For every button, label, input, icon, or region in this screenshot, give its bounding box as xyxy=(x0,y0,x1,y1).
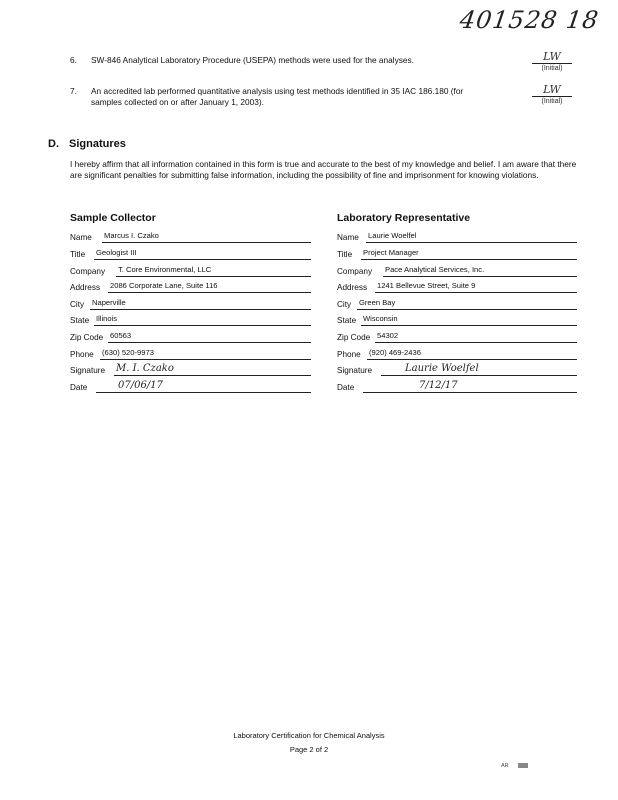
field-label: Company xyxy=(337,267,373,276)
barcode-mark-icon xyxy=(518,763,528,768)
collector-phone-value[interactable]: (630) 520-9973 xyxy=(100,347,311,360)
collector-title-value[interactable]: Geologist III xyxy=(94,247,311,260)
collector-city-field xyxy=(70,296,311,310)
sample-collector-heading: Sample Collector xyxy=(70,212,156,224)
lab-company-field xyxy=(337,263,577,277)
field-label: City xyxy=(337,300,352,309)
collector-address-field xyxy=(70,279,311,293)
lab-city-value[interactable]: Green Bay xyxy=(357,297,577,310)
footer-page-number: Page 2 of 2 xyxy=(289,745,329,754)
lab-state-field xyxy=(337,312,577,326)
lab-zip-field xyxy=(337,329,577,343)
collector-company-field xyxy=(70,263,311,277)
field-label: Date xyxy=(70,383,88,392)
item-number: 7. xyxy=(70,86,77,96)
collector-name-field xyxy=(70,229,311,243)
field-label: Company xyxy=(70,267,106,276)
field-label: Address xyxy=(70,283,101,292)
collector-name-value[interactable]: Marcus I. Czako xyxy=(102,230,311,243)
lab-representative-heading: Laboratory Representative xyxy=(337,212,471,224)
handwritten-document-number: 401528 18 xyxy=(458,6,601,34)
lab-state-value[interactable]: Wisconsin xyxy=(361,313,577,326)
lab-phone-field xyxy=(337,346,577,360)
section-title: Signatures xyxy=(69,138,126,150)
initial-label: (Initial) xyxy=(532,96,572,105)
lab-name-field xyxy=(337,229,577,243)
field-label: Title xyxy=(70,250,86,259)
field-label: Zip Code xyxy=(70,333,104,342)
initial-box-item-6 xyxy=(532,51,572,72)
lab-zip-value[interactable]: 54302 xyxy=(375,330,577,343)
lab-title-field xyxy=(337,246,577,260)
field-label: Phone xyxy=(337,350,361,359)
field-label: Name xyxy=(337,233,359,242)
field-label: Name xyxy=(70,233,92,242)
collector-signature-value[interactable]: M. I. Czako xyxy=(114,363,311,376)
lab-phone-value[interactable]: (920) 469-2436 xyxy=(367,347,577,360)
collector-date-value[interactable]: 07/06/17 xyxy=(96,380,311,393)
footer-code: AR xyxy=(501,763,509,769)
lab-company-value[interactable]: Pace Analytical Services, Inc. xyxy=(383,264,577,277)
lab-signature-field xyxy=(337,362,577,376)
collector-signature-field xyxy=(70,362,311,376)
collector-phone-field xyxy=(70,346,311,360)
collector-company-value[interactable]: T. Core Environmental, LLC xyxy=(116,264,311,277)
lab-title-value[interactable]: Project Manager xyxy=(361,247,577,260)
initials-mark: LW xyxy=(543,50,561,63)
item-text: An accredited lab performed quantitative analysis using test methods identified in 35 IAC 186.180 (for samples collected on or after January 1, 2003). xyxy=(91,86,464,107)
affirmation-text: I hereby affirm that all information contained in this form is true and accurate to the best of my knowledge and belief. I am aware that there are significant penalties for submitting false information, including the possibility of fine and imprisonment for knowing violations. xyxy=(70,159,577,180)
collector-zip-field xyxy=(70,329,311,343)
field-label: Signature xyxy=(337,366,373,375)
lab-address-field xyxy=(337,279,577,293)
field-label: Title xyxy=(337,250,353,259)
initial-box-item-7 xyxy=(532,84,572,105)
initials-mark: LW xyxy=(543,83,561,96)
field-label: State xyxy=(337,316,357,325)
field-label: City xyxy=(70,300,85,309)
field-label: Address xyxy=(337,283,368,292)
collector-title-field xyxy=(70,246,311,260)
lab-signature-value[interactable]: Laurie Woelfel xyxy=(381,363,577,376)
section-d-letter: D. xyxy=(48,138,59,150)
lab-name-value[interactable]: Laurie Woelfel xyxy=(366,230,577,243)
lab-date-field xyxy=(337,379,577,393)
certification-item-7 xyxy=(70,86,540,110)
field-label: Date xyxy=(337,383,355,392)
item-text: SW-846 Analytical Laboratory Procedure (USEPA) methods were used for the analyses. xyxy=(91,55,414,65)
lab-date-value[interactable]: 7/12/17 xyxy=(363,380,577,393)
field-label: Zip Code xyxy=(337,333,371,342)
collector-date-field xyxy=(70,379,311,393)
collector-city-value[interactable]: Naperville xyxy=(90,297,311,310)
collector-state-value[interactable]: Illinois xyxy=(94,313,311,326)
field-label: State xyxy=(70,316,90,325)
certification-item-6 xyxy=(70,55,540,67)
lab-address-value[interactable]: 1241 Bellevue Street, Suite 9 xyxy=(375,280,577,293)
footer-title: Laboratory Certification for Chemical Analysis xyxy=(233,731,385,740)
lab-city-field xyxy=(337,296,577,310)
collector-state-field xyxy=(70,312,311,326)
field-label: Signature xyxy=(70,366,106,375)
initial-label: (Initial) xyxy=(532,63,572,72)
item-number: 6. xyxy=(70,55,77,65)
collector-zip-value[interactable]: 60563 xyxy=(108,330,311,343)
field-label: Phone xyxy=(70,350,94,359)
collector-address-value[interactable]: 2086 Corporate Lane, Suite 116 xyxy=(108,280,311,293)
